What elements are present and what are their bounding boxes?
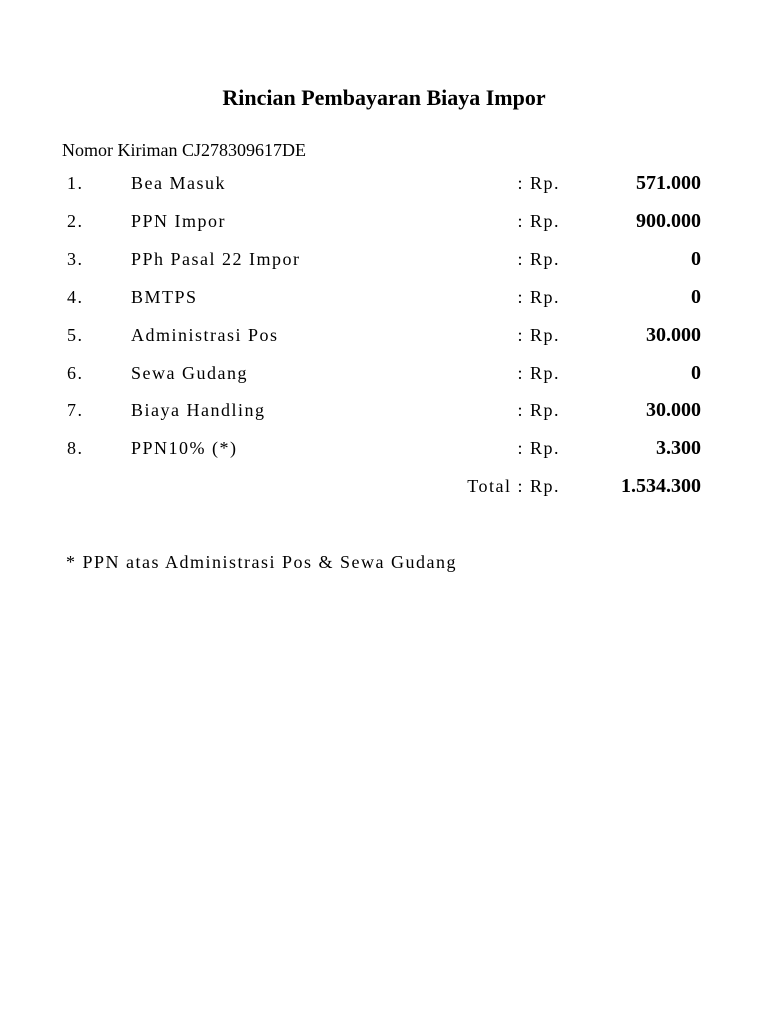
fee-label: PPN10% (*) — [131, 438, 238, 458]
fee-row — [0, 170, 768, 196]
currency-label: : Rp. — [517, 325, 560, 345]
currency-label: : Rp. — [517, 287, 560, 307]
row-number: 7. — [67, 400, 84, 420]
currency-label: : Rp. — [517, 211, 560, 231]
row-number: 3. — [67, 249, 84, 269]
row-number: 6. — [67, 363, 84, 383]
fee-row — [0, 397, 768, 423]
fee-label: PPh Pasal 22 Impor — [131, 249, 301, 269]
fee-amount: 30.000 — [646, 399, 701, 421]
fee-amount: 900.000 — [636, 210, 701, 232]
shipment-number: Nomor Kiriman CJ278309617DE — [62, 140, 306, 160]
row-number: 4. — [67, 287, 84, 307]
fee-row — [0, 322, 768, 348]
page-title: Rincian Pembayaran Biaya Impor — [222, 85, 546, 110]
row-number: 2. — [67, 211, 84, 231]
fee-label: Biaya Handling — [131, 400, 266, 420]
total-label: Total : Rp. — [467, 476, 560, 496]
fee-label: Sewa Gudang — [131, 363, 248, 383]
currency-label: : Rp. — [517, 249, 560, 269]
currency-label: : Rp. — [517, 400, 560, 420]
row-number: 1. — [67, 173, 84, 193]
fee-row — [0, 360, 768, 386]
fee-amount: 571.000 — [636, 172, 701, 194]
row-number: 5. — [67, 325, 84, 345]
fee-amount: 3.300 — [656, 437, 701, 459]
currency-label: : Rp. — [517, 173, 560, 193]
row-number: 8. — [67, 438, 84, 458]
fee-label: PPN Impor — [131, 211, 227, 231]
fee-row — [0, 435, 768, 461]
fee-label: Administrasi Pos — [131, 325, 279, 345]
currency-label: : Rp. — [517, 438, 560, 458]
total-amount: 1.534.300 — [621, 475, 701, 497]
currency-label: : Rp. — [517, 363, 560, 383]
footnote: * PPN atas Administrasi Pos & Sewa Gudang — [66, 552, 458, 572]
fee-amount: 0 — [691, 286, 701, 308]
fee-amount: 30.000 — [646, 324, 701, 346]
fee-amount: 0 — [691, 362, 701, 384]
fee-row — [0, 246, 768, 272]
total-row — [0, 473, 768, 499]
fee-row — [0, 284, 768, 310]
fee-amount: 0 — [691, 248, 701, 270]
fee-label: Bea Masuk — [131, 173, 226, 193]
fee-row — [0, 208, 768, 234]
fee-label: BMTPS — [131, 287, 198, 307]
